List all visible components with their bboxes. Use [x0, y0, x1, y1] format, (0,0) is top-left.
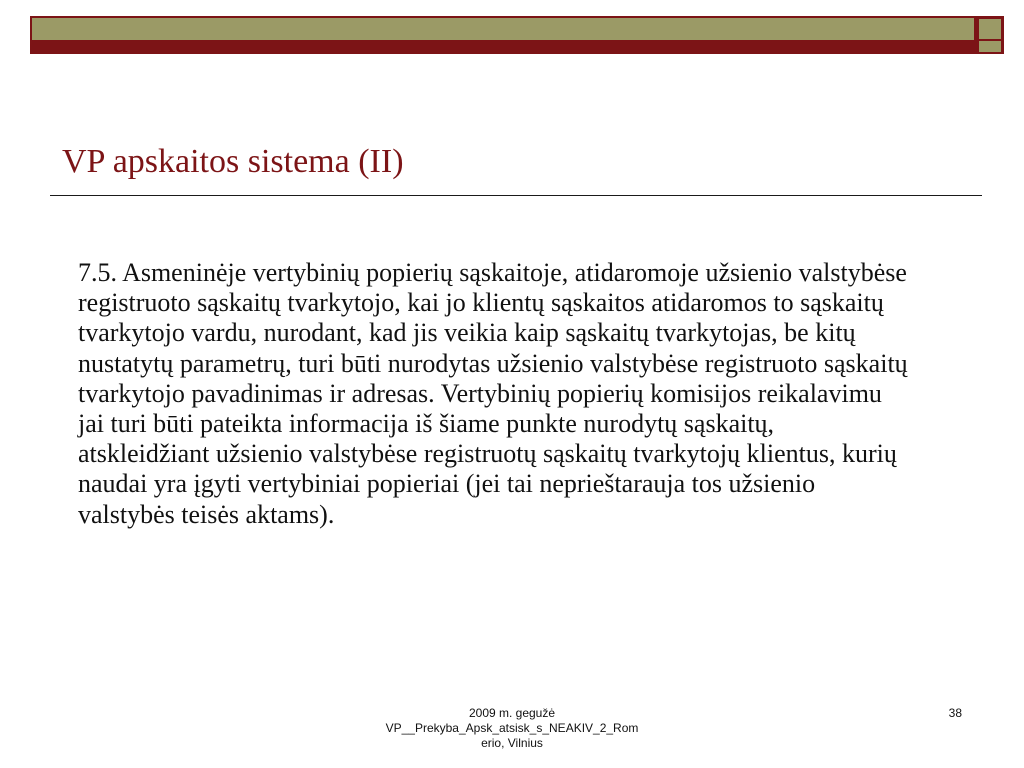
- slide-body-text: 7.5. Asmeninėje vertybinių popierių sąskaitoje, atidaromoje užsienio valstybėse registruoto sąskaitų tvarkytojo, kai jo klientų sąskaitos atidaromos to sąskaitų tvarkytojo vardu, nurodant, kad jis veikia kaip sąskaitų tvarkytojas, be kitų nustatytų parametrų, turi būti nurodytas užsienio valstybėse registruoto sąskaitų tvarkytojo pavadinimas ir adresas. Vertybinių popierių komisijos reikalavimu jai turi būti pateikta informacija iš šiame punkte nurodytų sąskaitų, atskleidžiant užsienio valstybėse registruotų sąskaitų tvarkytojų klientus, kurių naudai yra įgyti vertybiniai popieriai (jei tai neprieštarauja tos užsienio valstybės teisės aktams).: [78, 258, 908, 529]
- top-decorative-band: [32, 18, 974, 40]
- corner-decorative-stripe: [979, 41, 1001, 52]
- page-number: 38: [948, 706, 962, 720]
- footer-date: 2009 m. gegužė: [468, 706, 556, 720]
- corner-decorative-inner: [979, 19, 1001, 39]
- title-divider: [50, 195, 982, 196]
- footer-source: VP__Prekyba_Apsk_atsisk_s_NEAKIV_2_Rom: [385, 721, 639, 735]
- slide-title: VP apskaitos sistema (II): [62, 143, 404, 180]
- slide-footer: [330, 706, 694, 751]
- footer-location: erio, Vilnius: [481, 736, 543, 750]
